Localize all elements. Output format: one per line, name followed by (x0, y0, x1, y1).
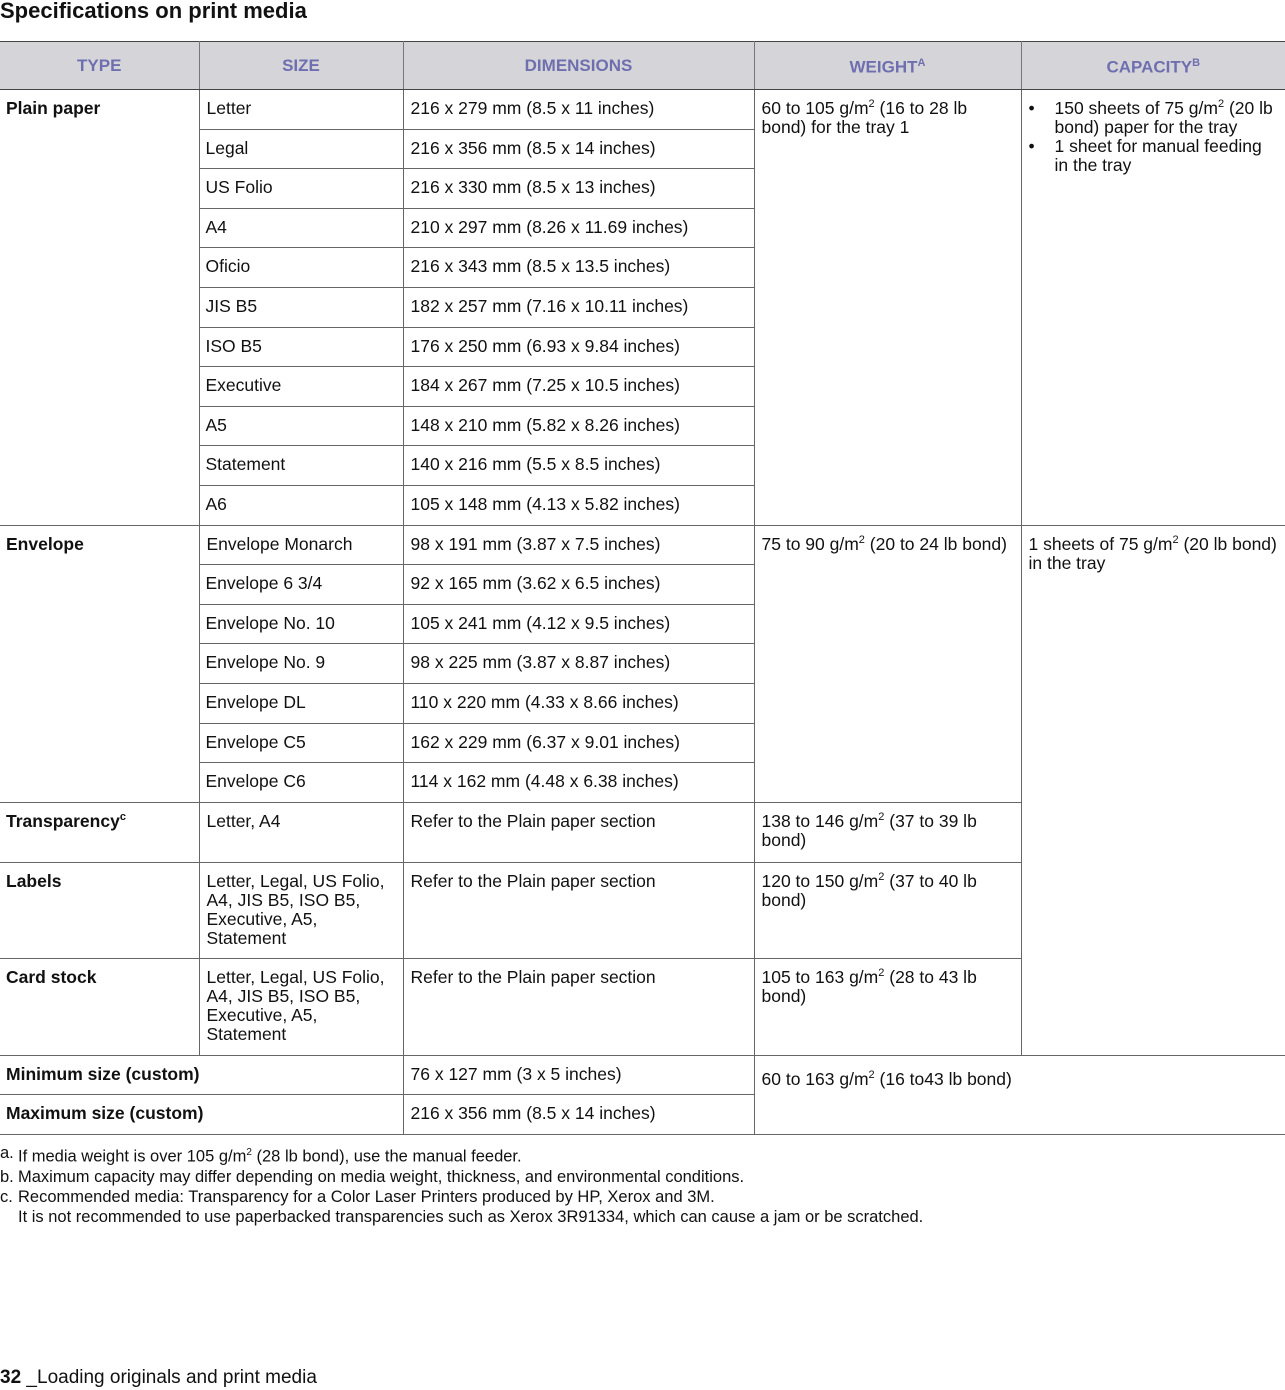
footer-separator: _ (26, 1367, 37, 1388)
footnotes (0, 1143, 1285, 1227)
dimensions-cell: 176 x 250 mm (6.93 x 9.84 inches) (403, 327, 754, 367)
dimensions-cell: 114 x 162 mm (4.48 x 6.38 inches) (403, 763, 754, 803)
weight-cell-envelope: 75 to 90 $g/m^2$ (20 to 24 lb bond) (754, 525, 1021, 802)
weight-cell-card-stock: 105 to 163 $g/m^2$ (28 to 43 lb bond) (754, 958, 1021, 1055)
dimensions-cell: 105 x 148 mm (4.13 x 5.82 inches) (403, 485, 754, 525)
weight-cell-plain-paper: 60 to 105 $g/m^2$ (16 to 28 lb bond) for the tray 1 (754, 90, 1021, 526)
header-dimensions: DIMENSIONS (403, 42, 754, 90)
size-cell: Envelope No. 10 (199, 604, 403, 644)
capacity-list (1029, 99, 1278, 175)
size-cell: Envelope No. 9 (199, 644, 403, 684)
dimensions-cell: 162 x 229 mm (6.37 x 9.01 inches) (403, 723, 754, 763)
capacity-cell-envelope: 1 sheets of 75 $g/m^2$ (20 lb bond) in the tray (1021, 525, 1285, 1055)
size-cell: Letter, Legal, US Folio, A4, JIS B5, ISO B5, Executive, A5, Statement (199, 958, 403, 1055)
type-cell-envelope: Envelope (0, 525, 199, 802)
footnote-c: c. Recommended media: Transparency for a Color Laser Printers produced by HP, Xerox and 3M. It is not recommended to use paperbacked transparencies such as Xerox 3R91334, which can cause a jam or be scratched. (0, 1187, 924, 1226)
type-cell-card-stock: Card stock (0, 958, 199, 1055)
list-item: • 150 sheets of 75 $g/m^2$ (20 lb bond) paper for the tray (1028, 98, 1273, 137)
dimensions-cell: 110 x 220 mm (4.33 x 8.66 inches) (403, 683, 754, 723)
header-weight-note: A (917, 57, 926, 70)
size-cell: Legal (199, 129, 403, 169)
footer-section: Loading originals and print media (37, 1367, 317, 1388)
size-cell: Letter (199, 90, 403, 130)
bullet-icon: • (1028, 136, 1035, 156)
size-cell: Letter, Legal, US Folio, A4, JIS B5, ISO B5, Executive, A5, Statement (199, 862, 403, 958)
dimensions-cell: 182 x 257 mm (7.16 x 10.11 inches) (403, 287, 754, 327)
list-item: • 1 sheet for manual feeding in the tray (1028, 136, 1262, 175)
dimensions-cell: 105 x 241 mm (4.12 x 9.5 inches) (403, 604, 754, 644)
max-size-label: Maximum size (custom) (0, 1095, 403, 1135)
type-cell-labels: Labels (0, 862, 199, 958)
min-size-label: Minimum size (custom) (0, 1055, 403, 1095)
size-cell: US Folio (199, 169, 403, 209)
table-row (0, 1055, 1285, 1095)
dimensions-cell: 216 x 330 mm (8.5 x 13 inches) (403, 169, 754, 209)
dimensions-cell: 98 x 225 mm (3.87 x 8.87 inches) (403, 644, 754, 684)
dimensions-cell: Refer to the Plain paper section (403, 802, 754, 862)
size-cell: Executive (199, 367, 403, 407)
capacity-cell-plain-paper (1021, 90, 1285, 526)
size-cell: Envelope C6 (199, 763, 403, 803)
footnote-a: a. If media weight is over 105 $g/m^2$ (28 lb bond), use the manual feeder. (0, 1144, 522, 1166)
size-cell: Envelope Monarch (199, 525, 403, 565)
page-title: Specifications on print media (0, 0, 307, 23)
table-header-row (0, 42, 1285, 90)
header-capacity (1021, 42, 1285, 90)
size-cell: Envelope 6 3/4 (199, 565, 403, 605)
header-weight-label: WEIGHT (849, 57, 918, 77)
header-capacity-label: CAPACITY (1106, 57, 1193, 77)
print-media-spec-table (0, 41, 1285, 1135)
page-footer (0, 1367, 317, 1389)
type-cell-transparency: Transparency$^c$ (0, 802, 199, 862)
header-type: TYPE (0, 42, 199, 90)
footnote-b: b. Maximum capacity may differ depending on media weight, thickness, and environmental conditions. (0, 1167, 745, 1186)
bullet-icon: • (1028, 98, 1035, 118)
weight-cell-transparency: 138 to 146 $g/m^2$ (37 to 39 lb bond) (754, 802, 1021, 862)
size-cell: A6 (199, 485, 403, 525)
size-cell: A4 (199, 208, 403, 248)
dimensions-cell: 216 x 343 mm (8.5 x 13.5 inches) (403, 248, 754, 288)
header-size: SIZE (199, 42, 403, 90)
size-cell: Envelope C5 (199, 723, 403, 763)
size-cell: A5 (199, 406, 403, 446)
dimensions-cell: 140 x 216 mm (5.5 x 8.5 inches) (403, 446, 754, 486)
dimensions-cell: Refer to the Plain paper section (403, 862, 754, 958)
dimensions-cell: 210 x 297 mm (8.26 x 11.69 inches) (403, 208, 754, 248)
size-cell: Envelope DL (199, 683, 403, 723)
header-capacity-note: B (1192, 57, 1201, 70)
dimensions-cell: 92 x 165 mm (3.62 x 6.5 inches) (403, 565, 754, 605)
weight-cell-labels: 120 to 150 $g/m^2$ (37 to 40 lb bond) (754, 862, 1021, 958)
dimensions-cell: 76 x 127 mm (3 x 5 inches) (403, 1055, 754, 1095)
dimensions-cell: Refer to the Plain paper section (403, 958, 754, 1055)
table-row (0, 90, 1285, 130)
table-row (0, 525, 1285, 565)
dimensions-cell: 98 x 191 mm (3.87 x 7.5 inches) (403, 525, 754, 565)
dimensions-cell: 216 x 356 mm (8.5 x 14 inches) (403, 1095, 754, 1135)
size-cell: ISO B5 (199, 327, 403, 367)
size-cell: Statement (199, 446, 403, 486)
size-cell: Oficio (199, 248, 403, 288)
type-cell-plain-paper: Plain paper (0, 90, 199, 526)
page-number: 32 (0, 1367, 22, 1388)
header-weight (754, 42, 1021, 90)
dimensions-cell: 216 x 356 mm (8.5 x 14 inches) (403, 129, 754, 169)
dimensions-cell: 148 x 210 mm (5.82 x 8.26 inches) (403, 406, 754, 446)
dimensions-cell: 216 x 279 mm (8.5 x 11 inches) (403, 90, 754, 130)
weight-cell-custom: 60 to 163 $g/m^2$ (16 to43 lb bond) (754, 1055, 1285, 1134)
size-cell: Letter, A4 (199, 802, 403, 862)
dimensions-cell: 184 x 267 mm (7.25 x 10.5 inches) (403, 367, 754, 407)
size-cell: JIS B5 (199, 287, 403, 327)
